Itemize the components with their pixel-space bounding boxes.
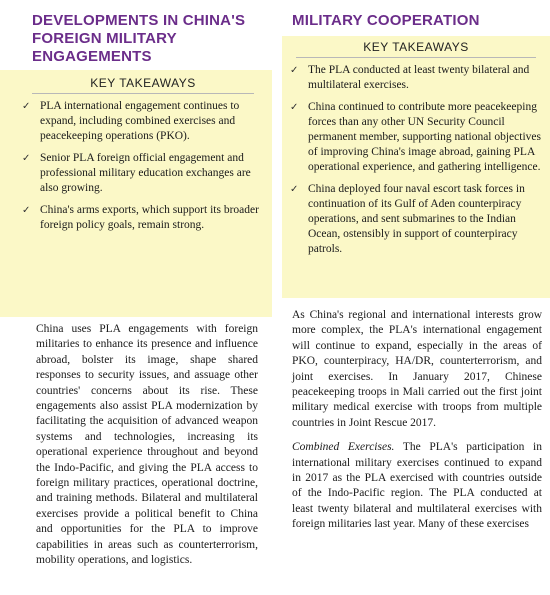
paragraph-lead-in: Combined Exercises.: [292, 441, 395, 454]
takeaway-item: [290, 100, 542, 175]
key-takeaways-title: KEY TAKEAWAYS: [32, 76, 254, 94]
right-column: [282, 0, 550, 533]
takeaway-text: China deployed four naval escort task forces in continuation of its Gulf of Aden counterpiracy operations, and sent submarines to the Indian Ocean, ostensibly in support of counterpiracy patrols.: [308, 183, 525, 255]
section-heading: DEVELOPMENTS IN CHINA'S FOREIGN MILITARY ENGAGEMENTS: [32, 12, 246, 65]
body-paragraph: As China's regional and international interests grow more complex, the PLA's international engagement will continue to expand, especially in the areas of PKO, counterpiracy, HA/DR, counterterrorism, and joint exercises. In January 2017, Chinese peacekeeping troops in Mali carried out the first joint military medical exercise with troops from multiple countries in Joint Rescue 2017.: [292, 309, 542, 429]
paragraph-text: The PLA's participation in international military exercises continued to expand in 2017 as the PLA exercised with countries outside of the Indo-Pacific region. The PLA conducted at least twenty bilateral and multilateral exercises with foreign militaries last year. Many of these exercises: [292, 441, 542, 531]
takeaway-text: The PLA conducted at least twenty bilateral and multilateral exercises.: [308, 64, 530, 91]
check-icon: ✓: [22, 205, 31, 216]
check-icon: ✓: [290, 65, 299, 76]
takeaway-text: China's arms exports, which support its broader foreign policy goals, remain strong.: [40, 204, 259, 231]
takeaway-item: [22, 151, 264, 196]
takeaway-item: [22, 203, 264, 233]
key-takeaways-box: [0, 70, 272, 317]
check-icon: ✓: [290, 102, 299, 113]
takeaway-item: [22, 99, 264, 144]
left-column: [0, 0, 272, 569]
body-paragraph: China uses PLA engagements with foreign militaries to enhance its presence and influence abroad, bolster its image, shape shared responses to security issues, and assuage other countries' concerns about its rise. These engagements also assist PLA modernization by facilitating the acquisition of advanced weapon systems and technologies, increasing its operational experience throughout and beyond the Indo-Pacific, and giving the PLA access to foreign military practices, operational doctrine, and training methods. Bilateral and multilateral exercises provide a political benefit to China and opportunities for the PLA to improve capabilities in areas such as counterterrorism, mobility operations, and logistics.: [36, 323, 258, 567]
check-icon: ✓: [290, 184, 299, 195]
takeaway-text: China continued to contribute more peacekeeping forces than any other UN Security Council permanent member, supporting national objectives of improving China's image abroad, gaining PLA operational experience, and gathering intelligence.: [308, 101, 541, 173]
check-icon: ✓: [22, 153, 31, 164]
takeaway-text: Senior PLA foreign official engagement and professional military education exchanges are also growing.: [40, 152, 251, 194]
key-takeaways-box: [282, 36, 550, 298]
takeaway-item: [290, 63, 542, 93]
section-heading: MILITARY COOPERATION: [292, 12, 480, 29]
takeaway-text: PLA international engagement continues to expand, including combined exercises and peacekeeping operations (PKO).: [40, 100, 240, 142]
takeaway-item: [290, 182, 542, 257]
key-takeaways-title: KEY TAKEAWAYS: [296, 40, 536, 58]
body-paragraph: [282, 440, 550, 532]
check-icon: ✓: [22, 101, 31, 112]
